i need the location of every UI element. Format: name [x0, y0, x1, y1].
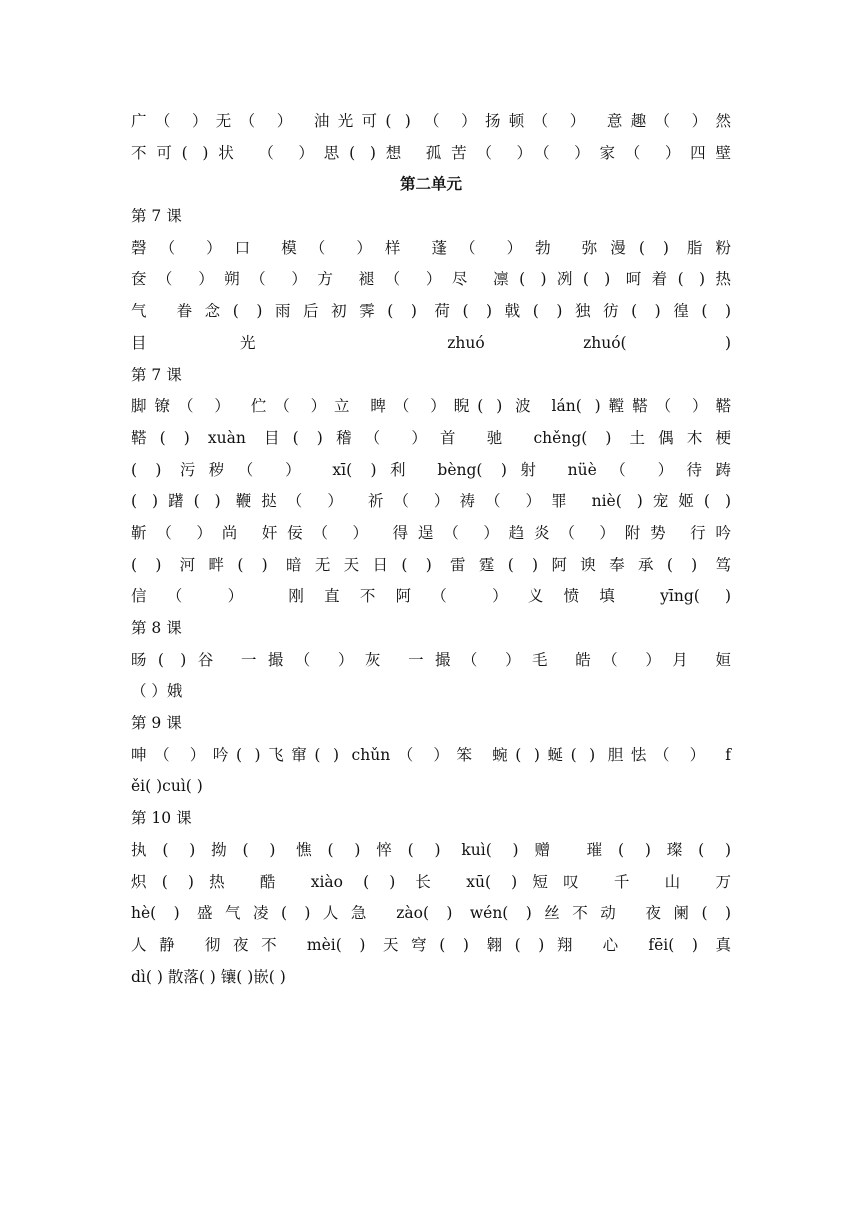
exercise-line: ěi( )cuì( ): [131, 777, 203, 796]
lesson-label: 第 7 课: [131, 207, 182, 226]
exercise-line: （ ）娥: [131, 682, 183, 701]
exercise-line: 脚镣（ ） 伫（ ）立 睥（ ）睨( ) 波 lán( )鞺鞳（ ）鞳: [131, 397, 731, 416]
exercise-line: 广（ ）无（ ） 油光可( ) （ ）扬顿（ ） 意趣（ ）然: [131, 112, 731, 130]
exercise-line: 不可( )状 （ ）思( )想 孤苦（ ）（ ）家（ ）四壁: [131, 143, 731, 162]
unit-heading: 第二单元: [399, 175, 462, 194]
exercise-line: 人静 彻夜不 mèi( ) 天穹( ) 翱( )翔 心 fēi( ) 真: [131, 935, 731, 954]
exercise-line: hè( ) 盛气凌( )人急 zào( ) wén( )丝不动 夜阑( ): [131, 904, 731, 923]
exercise-line: ( ) 河畔( ) 暗无天日( ) 雷霆( )阿谀奉承( ) 笃: [131, 555, 731, 574]
worksheet: [131, 106, 731, 993]
exercise-line: dì( ) 散落( ) 镶( )嵌( ): [131, 967, 286, 986]
exercise-line: ( ) 污秽（ ） xī( )利 bèng( )射 nüè（ ）待踌: [131, 460, 731, 479]
lesson-label: 第 10 课: [131, 809, 192, 828]
exercise-line: 执( )拗( ) 憔( )悴( ) kuì( )赠 璀( )璨( ): [131, 840, 731, 859]
lesson-label: 第 7 课: [131, 365, 182, 384]
exercise-line: 目光 zhuó zhuó( ): [131, 333, 731, 352]
exercise-line: 靳（ ）尚 奸佞（ ） 得逞（ ）趋炎（ ）附势 行吟: [131, 523, 731, 542]
exercise-line: 旸( )谷 一撮（ ）灰 一撮（ ）毛 皓（ ）月 姮: [131, 650, 731, 669]
exercise-line: 呻（ ）吟( )飞窜( ) chǔn（ ）笨 蜿( )蜒( ) 胆怯（ ） f: [131, 745, 731, 764]
lesson-label: 第 8 课: [131, 619, 182, 637]
exercise-line: 炽( )热 酷 xiào ( ) 长 xū( )短叹 千 山 万: [131, 872, 731, 891]
exercise-line: 奁（ ）朔（ ）方 褪（ ）尽 凛( )冽( ) 呵着( )热: [131, 270, 731, 289]
exercise-line: 信（ ） 刚直不阿（ ）义愤填 yīng( ): [131, 587, 731, 606]
exercise-line: 鞳( ) xuàn 目( )稽（ ）首 驰 chěng( ) 土偶木梗: [131, 428, 731, 447]
exercise-line: 气 眷念( )雨后初霁( ) 荷( )戟( )独彷( )徨( ): [131, 302, 731, 321]
exercise-line: ( )躇( ) 鞭挞（ ） 祈（ ）祷（ ）罪 niè( )宠姬( ): [131, 492, 731, 511]
lesson-label: 第 9 课: [131, 714, 182, 733]
exercise-line: 磬（ ）口 模（ ）样 蓬（ ）勃 弥漫( ) 脂粉: [131, 238, 731, 257]
